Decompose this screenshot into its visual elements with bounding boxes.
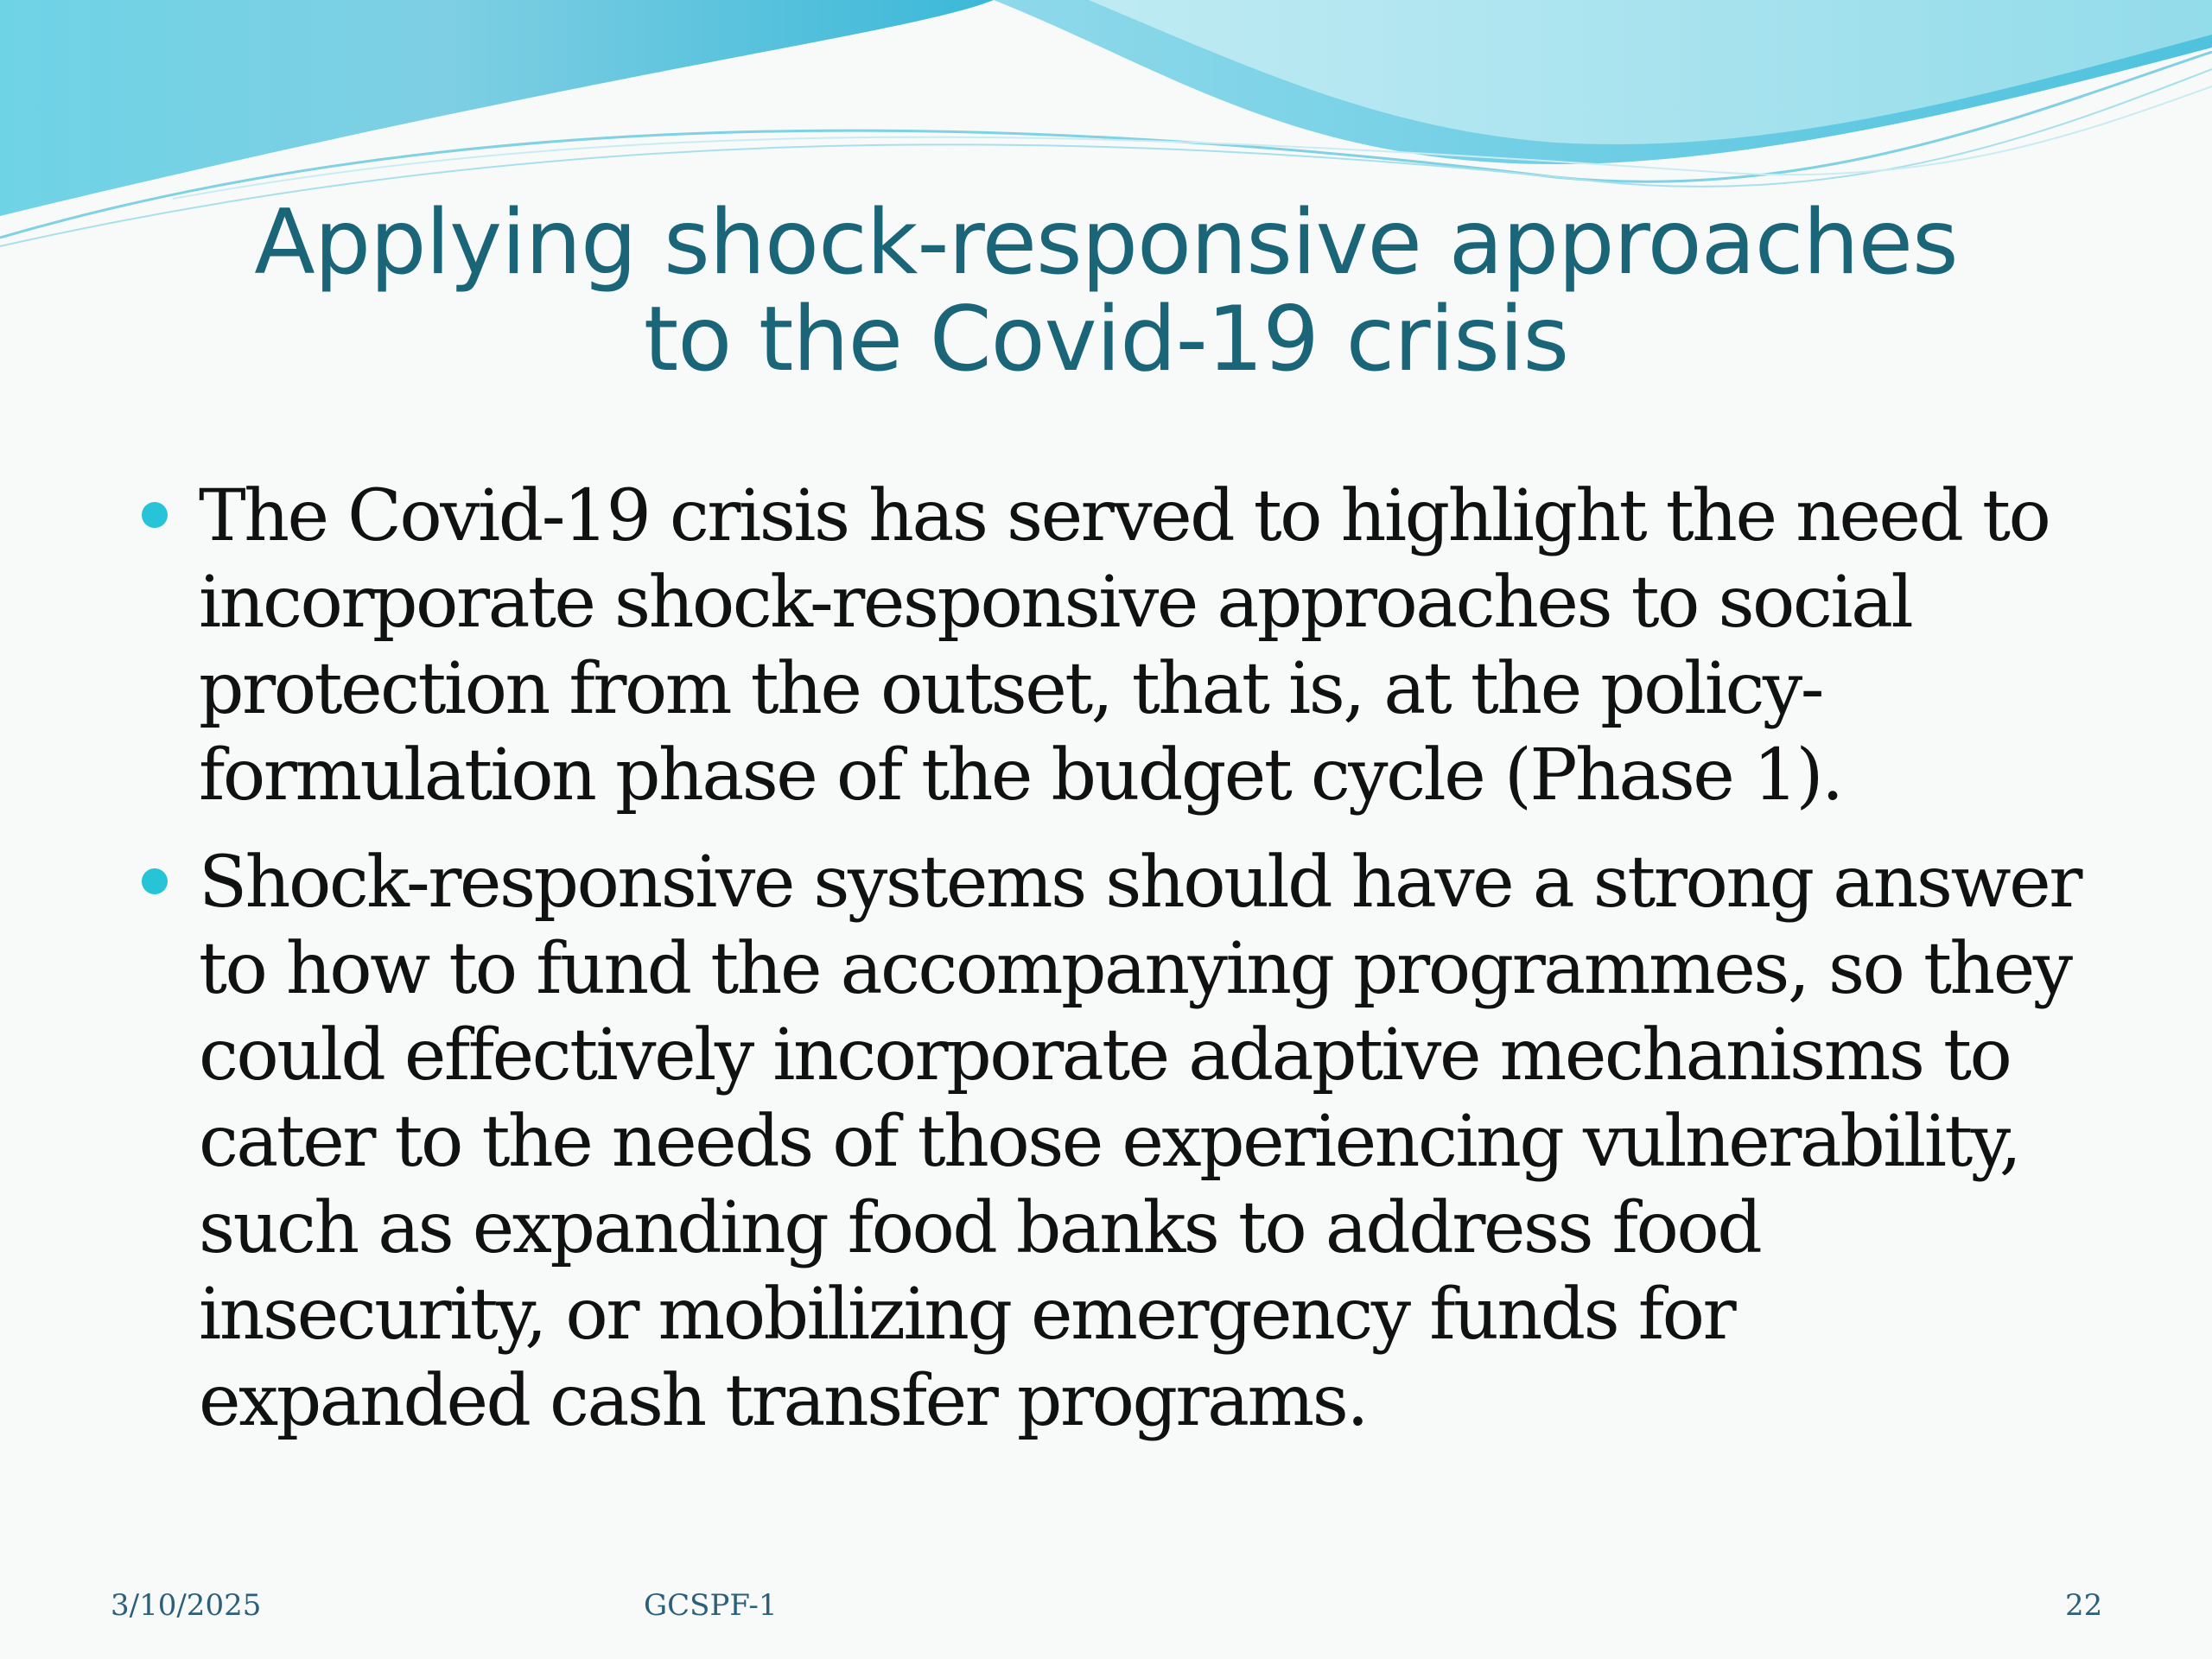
bullet-2-line-5: such as expanding food banks to address food: [199, 1187, 1761, 1269]
bullet-text-2: [199, 840, 2126, 1445]
bullet-dot-icon: [142, 502, 168, 528]
bullet-2-line-3: could effectively incorporate adaptive mechanisms to: [199, 1014, 2011, 1096]
bullet-1-line-1: The Covid-19 crisis has served to highlight the need to: [199, 475, 2050, 557]
bullet-2-line-1: Shock-responsive systems should have a strong answer: [199, 842, 2081, 924]
bullet-item-2: [138, 840, 2126, 1445]
bullet-1-line-3: protection from the outset, that is, at the policy-: [199, 648, 1822, 730]
bullet-2-line-6: insecurity, or mobilizing emergency funds for: [199, 1274, 1735, 1356]
slide-title: [156, 191, 2056, 391]
bullet-2-line-4: cater to the needs of those experiencing vulnerability,: [199, 1101, 2020, 1183]
bullet-dot-icon: [142, 868, 168, 894]
footer-date: 3/10/2025: [111, 1588, 262, 1623]
slide-title-line-2: to the Covid-19 crisis: [643, 288, 1569, 391]
slide-page-number: 22: [2065, 1588, 2103, 1623]
wave-shape-left: [0, 0, 994, 216]
slide-title-line-1: Applying shock-responsive approaches: [254, 191, 1958, 295]
bullet-list: [138, 474, 2126, 1465]
bullet-text-1: [199, 474, 2126, 819]
footer-label: GCSPF-1: [644, 1588, 778, 1623]
bullet-item-1: [138, 474, 2126, 819]
bullet-1-line-4: formulation phase of the budget cycle (Phase 1).: [199, 734, 1842, 817]
bullet-2-line-7: expanded cash transfer programs.: [199, 1360, 1367, 1442]
bullet-1-line-2: incorporate shock-responsive approaches to social: [199, 562, 1912, 644]
bullet-2-line-2: to how to fund the accompanying programmes, so they: [199, 928, 2071, 1010]
